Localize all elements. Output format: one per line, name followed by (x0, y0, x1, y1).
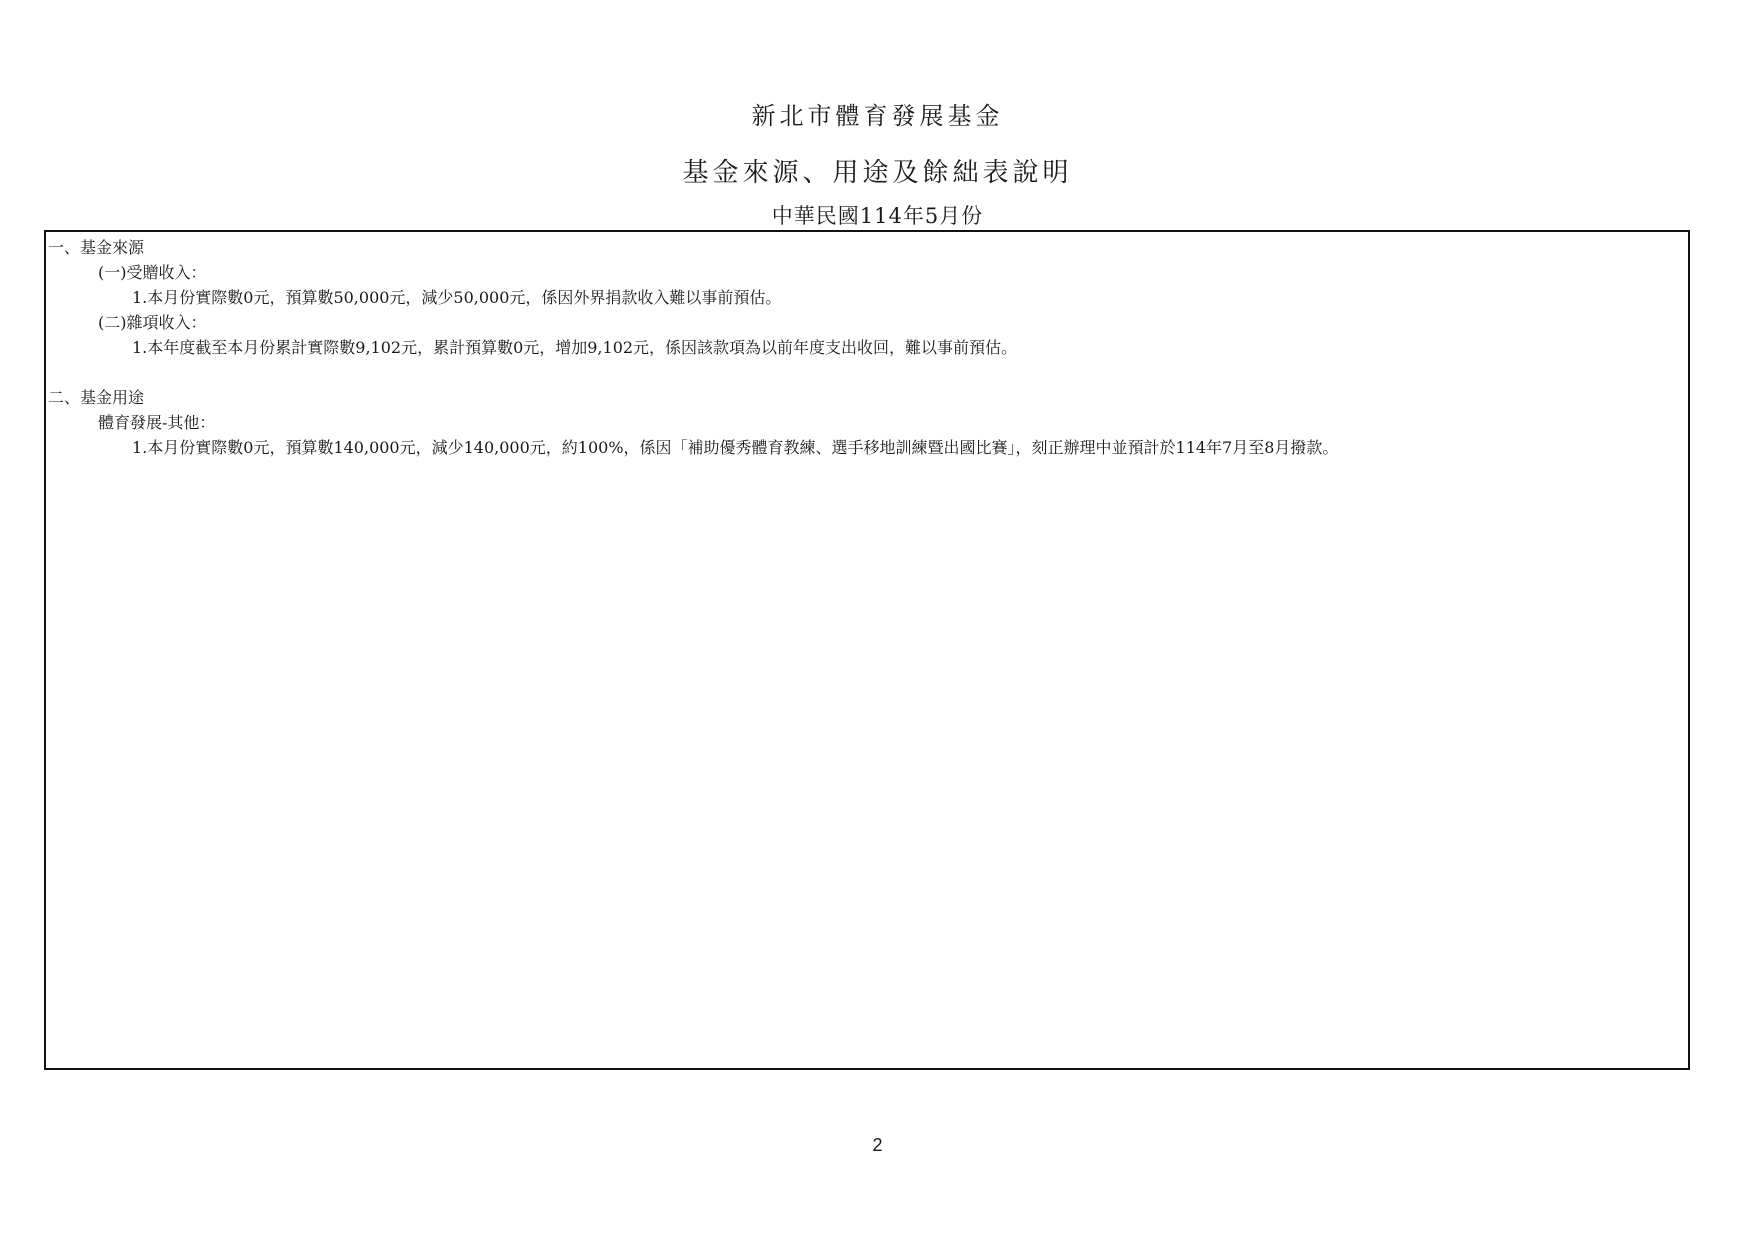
explanation-box (44, 230, 1690, 1070)
subsection-heading-misc-income: (二)雜項收入： (98, 313, 207, 332)
donation-income-item-1: 1.本月份實際數0元，預算數50,000元，減少50,000元，係因外界捐款收入難以事前預估。 (132, 288, 782, 307)
page-number: 2 (872, 1135, 883, 1155)
report-period: 中華民國114年5月份 (771, 204, 984, 228)
section-heading-fund-sources: 一、基金來源 (48, 238, 145, 257)
sports-development-item-1: 1.本月份實際數0元，預算數140,000元，減少140,000元，約100%，係因「補助優秀體育教練、選手移地訓練暨出國比賽」，刻正辦理中並預計於114年7月至8月撥款。 (132, 438, 1339, 457)
section-heading-fund-uses: 二、基金用途 (48, 388, 145, 407)
document-title: 基金來源、用途及餘絀表說明 (682, 158, 1073, 188)
organization-title: 新北市體育發展基金 (751, 102, 1004, 130)
subsection-heading-donation-income: (一)受贈收入： (98, 263, 207, 282)
subsection-heading-sports-development: 體育發展-其他： (98, 413, 216, 432)
misc-income-item-1: 1.本年度截至本月份累計實際數9,102元，累計預算數0元，增加9,102元，係因該款項為以前年度支出收回，難以事前預估。 (132, 338, 1018, 357)
